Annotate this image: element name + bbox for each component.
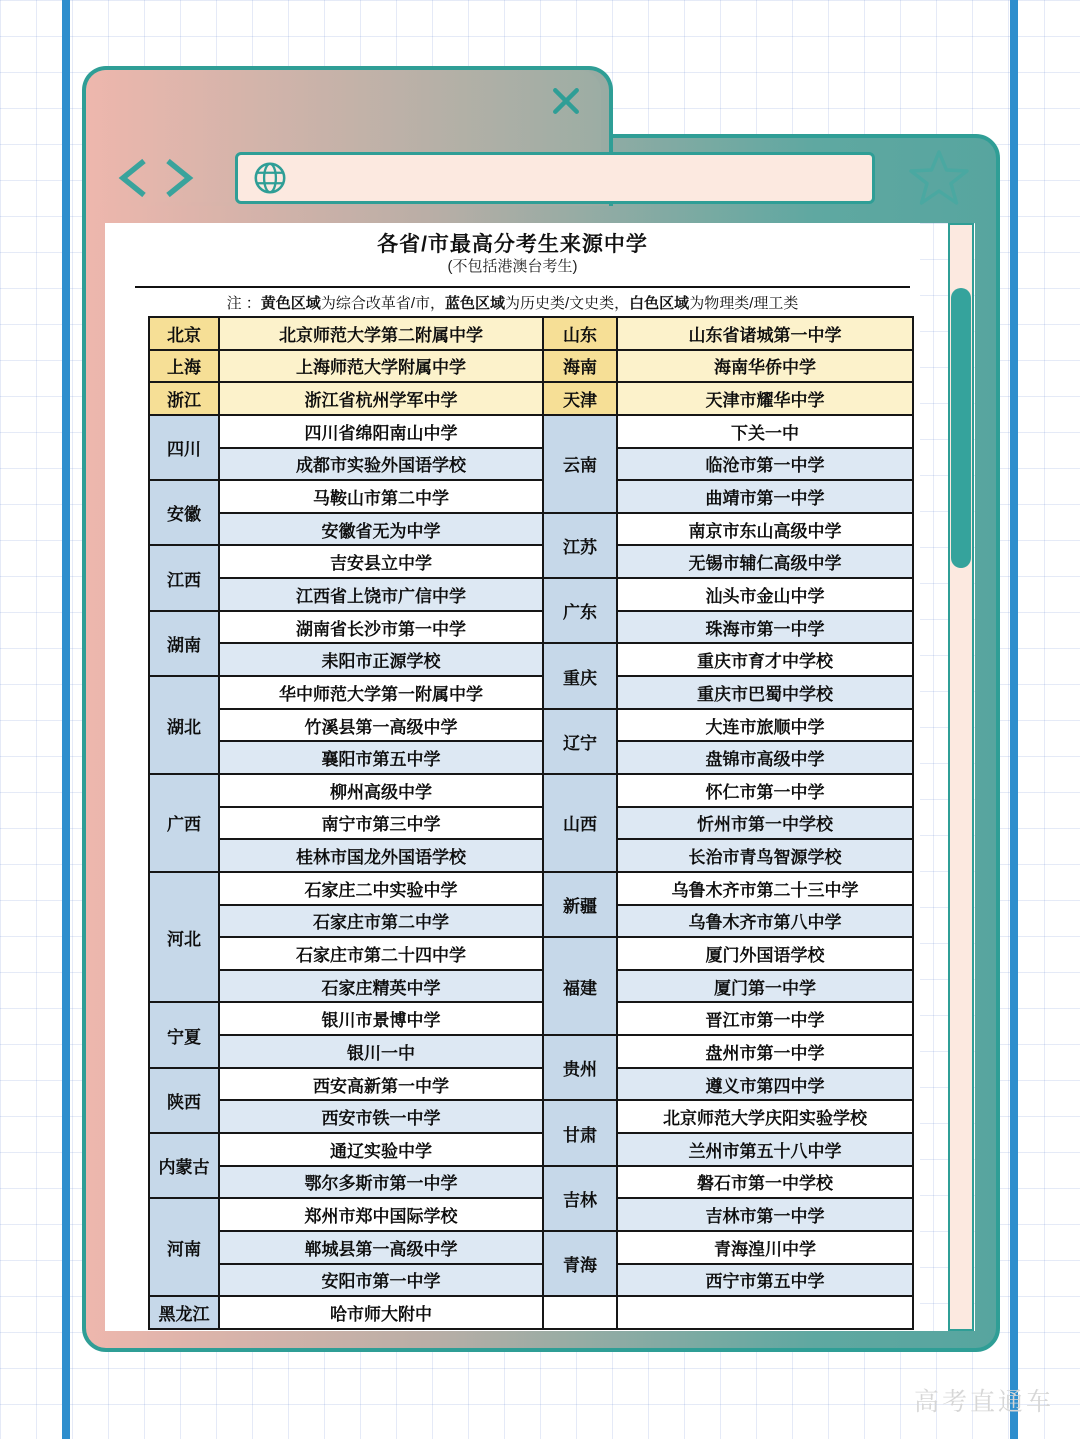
school-cell: 乌鲁木齐市第二十三中学 <box>617 872 913 905</box>
province-cell: 山西 <box>543 774 617 872</box>
school-cell: 海南华侨中学 <box>617 350 913 383</box>
school-cell: 马鞍山市第二中学 <box>219 480 543 513</box>
forward-chevron-icon[interactable] <box>160 156 198 200</box>
province-cell: 四川 <box>149 415 219 480</box>
school-cell: 安阳市第一中学 <box>219 1264 543 1297</box>
scrollbar[interactable] <box>948 223 974 1331</box>
school-cell: 北京师范大学第二附属中学 <box>219 317 543 350</box>
school-cell: 珠海市第一中学 <box>617 611 913 644</box>
school-cell: 哈市师大附中 <box>219 1296 543 1329</box>
province-cell: 广东 <box>543 578 617 643</box>
close-icon[interactable] <box>551 86 581 116</box>
school-cell: 乌鲁木齐市第八中学 <box>617 905 913 938</box>
school-cell: 吉安县立中学 <box>219 545 543 578</box>
province-cell <box>543 1296 617 1329</box>
legend-note <box>105 292 920 313</box>
school-cell: 襄阳市第五中学 <box>219 741 543 774</box>
school-cell: 桂林市国龙外国语学校 <box>219 839 543 872</box>
school-cell: 成都市实验外国语学校 <box>219 448 543 481</box>
school-cell: 鄂尔多斯市第一中学 <box>219 1166 543 1199</box>
province-cell: 陕西 <box>149 1068 219 1133</box>
province-cell: 贵州 <box>543 1035 617 1100</box>
note-segments <box>261 295 799 312</box>
province-cell: 北京 <box>149 317 219 350</box>
province-cell: 宁夏 <box>149 1002 219 1067</box>
school-cell: 西宁市第五中学 <box>617 1264 913 1297</box>
school-cell: 柳州高级中学 <box>219 774 543 807</box>
province-cell: 广西 <box>149 774 219 872</box>
province-cell: 安徽 <box>149 480 219 545</box>
school-cell: 银川市景博中学 <box>219 1002 543 1035</box>
note-prefix: 注 ： <box>226 295 261 312</box>
province-cell: 湖南 <box>149 611 219 676</box>
school-cell: 石家庄精英中学 <box>219 970 543 1003</box>
note-segment: 黄色区域 <box>260 295 321 312</box>
school-cell: 重庆市巴蜀中学校 <box>617 676 913 709</box>
school-cell: 西安高新第一中学 <box>219 1068 543 1101</box>
page-title: 各省/市最高分考生来源中学 <box>377 233 648 256</box>
province-cell: 江苏 <box>543 513 617 578</box>
back-chevron-icon[interactable] <box>114 156 152 200</box>
province-cell: 重庆 <box>543 643 617 708</box>
watermark: 高考直通车 <box>913 1388 1054 1416</box>
province-cell: 甘肃 <box>543 1100 617 1165</box>
province-cell: 河北 <box>149 872 219 1003</box>
province-cell: 云南 <box>543 415 617 513</box>
school-cell: 浙江省杭州学军中学 <box>219 382 543 415</box>
left-accent-stripe <box>62 0 70 1439</box>
school-cell: 忻州市第一中学校 <box>617 807 913 840</box>
school-cell: 竹溪县第一高级中学 <box>219 709 543 742</box>
school-cell: 厦门第一中学 <box>617 970 913 1003</box>
school-cell: 南京市东山高级中学 <box>617 513 913 546</box>
scrollbar-thumb[interactable] <box>951 288 971 568</box>
address-bar[interactable] <box>235 152 875 204</box>
province-cell: 辽宁 <box>543 709 617 774</box>
school-cell: 西安市铁一中学 <box>219 1100 543 1133</box>
province-cell: 青海 <box>543 1231 617 1296</box>
school-cell: 遵义市第四中学 <box>617 1068 913 1101</box>
school-cell: 四川省绵阳南山中学 <box>219 415 543 448</box>
school-cell: 北京师范大学庆阳实验学校 <box>617 1100 913 1133</box>
province-cell: 天津 <box>543 382 617 415</box>
school-cell: 湖南省长沙市第一中学 <box>219 611 543 644</box>
note-segment: 为综合改革省/市， <box>320 295 445 312</box>
note-segment: 白色区域 <box>629 295 690 312</box>
school-cell: 无锡市辅仁高级中学 <box>617 545 913 578</box>
province-cell: 江西 <box>149 545 219 610</box>
province-cell: 河南 <box>149 1198 219 1296</box>
note-segment: 蓝色区域 <box>444 295 505 312</box>
province-cell: 内蒙古 <box>149 1133 219 1198</box>
school-cell: 大连市旅顺中学 <box>617 709 913 742</box>
school-cell: 郑州市郑中国际学校 <box>219 1198 543 1231</box>
school-cell: 吉林市第一中学 <box>617 1198 913 1231</box>
school-cell: 安徽省无为中学 <box>219 513 543 546</box>
school-cell: 银川一中 <box>219 1035 543 1068</box>
page <box>105 223 920 1331</box>
province-cell: 山东 <box>543 317 617 350</box>
province-cell: 上海 <box>149 350 219 383</box>
province-cell: 浙江 <box>149 382 219 415</box>
right-accent-stripe <box>1010 0 1018 1439</box>
school-cell: 天津市耀华中学 <box>617 382 913 415</box>
school-cell: 晋江市第一中学 <box>617 1002 913 1035</box>
school-cell: 汕头市金山中学 <box>617 578 913 611</box>
school-cell: 耒阳市正源学校 <box>219 643 543 676</box>
school-cell: 兰州市第五十八中学 <box>617 1133 913 1166</box>
page-subtitle: (不包括港澳台考生) <box>447 258 578 275</box>
school-cell: 石家庄市第二十四中学 <box>219 937 543 970</box>
school-cell: 怀仁市第一中学 <box>617 774 913 807</box>
globe-icon <box>250 158 290 198</box>
school-cell: 青海湟川中学 <box>617 1231 913 1264</box>
note-segment: 为历史类/文史类， <box>505 295 630 312</box>
school-cell: 山东省诸城第一中学 <box>617 317 913 350</box>
province-cell: 新疆 <box>543 872 617 937</box>
schools-table <box>148 316 914 1330</box>
province-cell: 黑龙江 <box>149 1296 219 1329</box>
school-cell: 郸城县第一高级中学 <box>219 1231 543 1264</box>
school-cell: 曲靖市第一中学 <box>617 480 913 513</box>
province-cell: 湖北 <box>149 676 219 774</box>
province-cell: 福建 <box>543 937 617 1035</box>
divider <box>135 286 910 288</box>
school-cell: 重庆市育才中学校 <box>617 643 913 676</box>
school-cell: 通辽实验中学 <box>219 1133 543 1166</box>
school-cell: 盘州市第一中学 <box>617 1035 913 1068</box>
school-cell <box>617 1296 913 1329</box>
province-cell: 海南 <box>543 350 617 383</box>
school-cell: 厦门外国语学校 <box>617 937 913 970</box>
school-cell: 磐石市第一中学校 <box>617 1166 913 1199</box>
school-cell: 盘锦市高级中学 <box>617 741 913 774</box>
bookmark-star-icon[interactable] <box>908 148 970 208</box>
content-area <box>105 223 975 1331</box>
school-cell: 江西省上饶市广信中学 <box>219 578 543 611</box>
school-cell: 长治市青鸟智源学校 <box>617 839 913 872</box>
note-segment: 为物理类/理工类 <box>689 295 799 312</box>
school-cell: 临沧市第一中学 <box>617 448 913 481</box>
school-cell: 石家庄二中实验中学 <box>219 872 543 905</box>
school-cell: 下关一中 <box>617 415 913 448</box>
province-cell: 吉林 <box>543 1166 617 1231</box>
school-cell: 石家庄市第二中学 <box>219 905 543 938</box>
school-cell: 华中师范大学第一附属中学 <box>219 676 543 709</box>
school-cell: 南宁市第三中学 <box>219 807 543 840</box>
school-cell: 上海师范大学附属中学 <box>219 350 543 383</box>
